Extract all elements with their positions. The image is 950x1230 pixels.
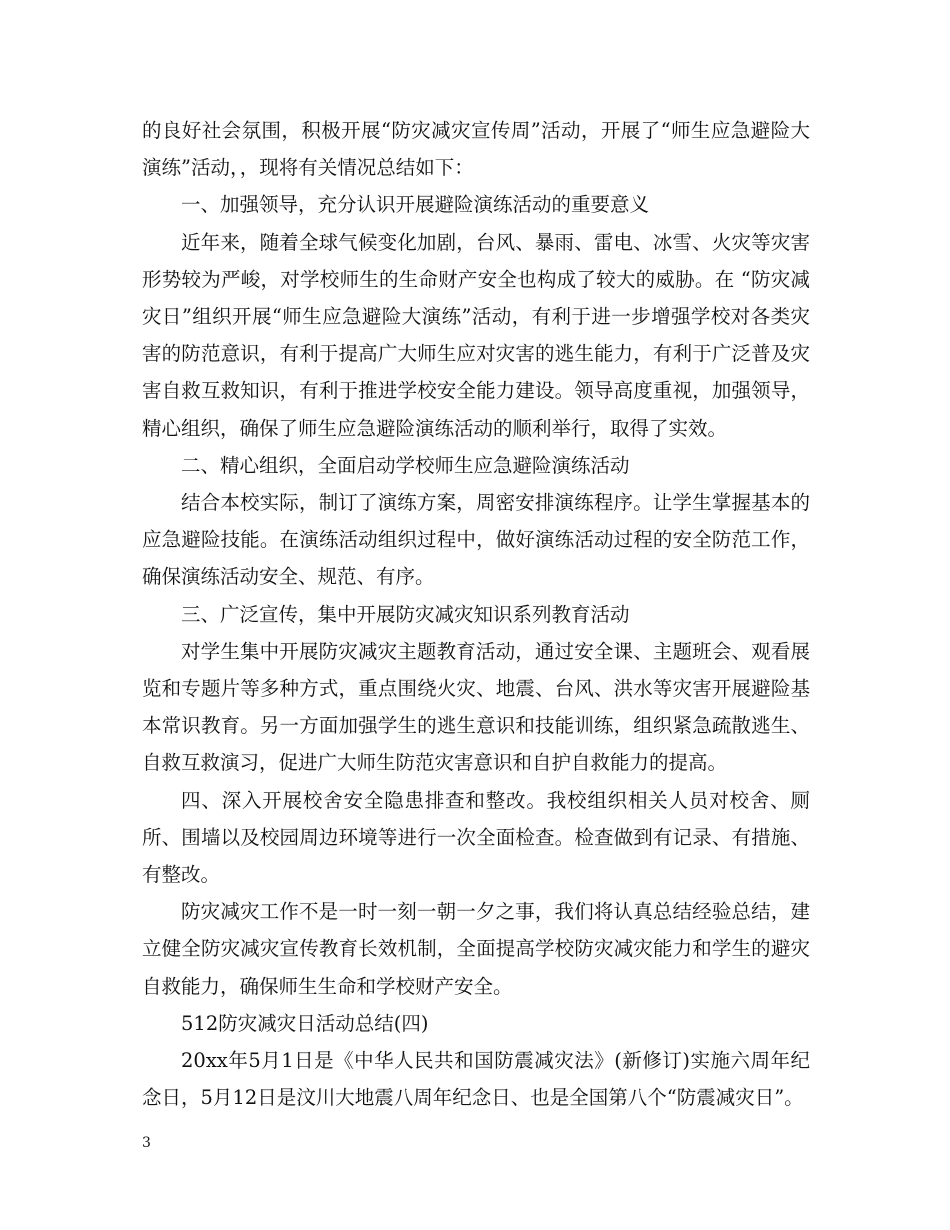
document-body bbox=[142, 112, 810, 1116]
document-subtitle: 512防灾减灾日活动总结(四) bbox=[181, 1011, 429, 1035]
paragraph-conclusion: 防灾减灾工作不是一时一刻一朝一夕之事，我们将认真总结经验总结，建立健全防灾减灾宣传教育长效机制，全面提高学校防灾减灾能力和学生的避灾自救能力，确保师生生命和学校财产安全。 bbox=[142, 900, 810, 998]
paragraph-education: 对学生集中开展防灾减灾主题教育活动，通过安全课、主题班会、观看展览和专题片等多种方式，重点围绕火灾、地震、台风、洪水等灾害开展避险基本常识教育。另一方面加强学生的逃生意识和技能训练，组织紧急疏散逃生、自救互救演习，促进广大师生防范灾害意识和自护自救能力的提高。 bbox=[142, 639, 810, 775]
paragraph-continuation: 的良好社会氛围，积极开展“防灾减灾宣传周”活动，开展了“师生应急避险大演练”活动，，现将有关情况总结如下： bbox=[142, 119, 810, 180]
paragraph-anniversary: 20xx年5月1日是《中华人民共和国防震减灾法》(新修订)实施六周年纪念日，5月12日是汶川大地震八周年纪念日、也是全国第八个“防震减灾日”。 bbox=[142, 1049, 810, 1110]
section-heading-1: 一、加强领导，充分认识开展避险演练活动的重要意义 bbox=[181, 193, 650, 217]
paragraph-background: 近年来，随着全球气候变化加剧，台风、暴雨、雷电、冰雪、火灾等灾害形势较为严峻，对学校师生的生命财产安全也构成了较大的威胁。在 “防灾减灾日”组织开展“师生应急避险大演练”活动，有利于进一步增强学校对各类灾害的防范意识，有利于提高广大师生应对灾害的逃生能力，有利于广泛普及灾害自救互救知识，有利于推进学校安全能力建设。领导高度重视，加强领导，精心组织，确保了师生应急避险演练活动的顺利举行，取得了实效。 bbox=[142, 230, 810, 440]
paragraph-inspection: 四、深入开展校舍安全隐患排查和整改。我校组织相关人员对校舍、厕所、围墙以及校园周边环境等进行一次全面检查。检查做到有记录、有措施、有整改。 bbox=[142, 788, 810, 887]
section-heading-2: 二、精心组织，全面启动学校师生应急避险演练活动 bbox=[181, 453, 630, 477]
page-number: 3 bbox=[142, 1135, 151, 1151]
section-heading-3: 三、广泛宣传，集中开展防灾减灾知识系列教育活动 bbox=[181, 602, 630, 626]
paragraph-organization: 结合本校实际，制订了演练方案，周密安排演练程序。让学生掌握基本的应急避险技能。在演练活动组织过程中，做好演练活动过程的安全防范工作，确保演练活动安全、规范、有序。 bbox=[142, 491, 810, 589]
